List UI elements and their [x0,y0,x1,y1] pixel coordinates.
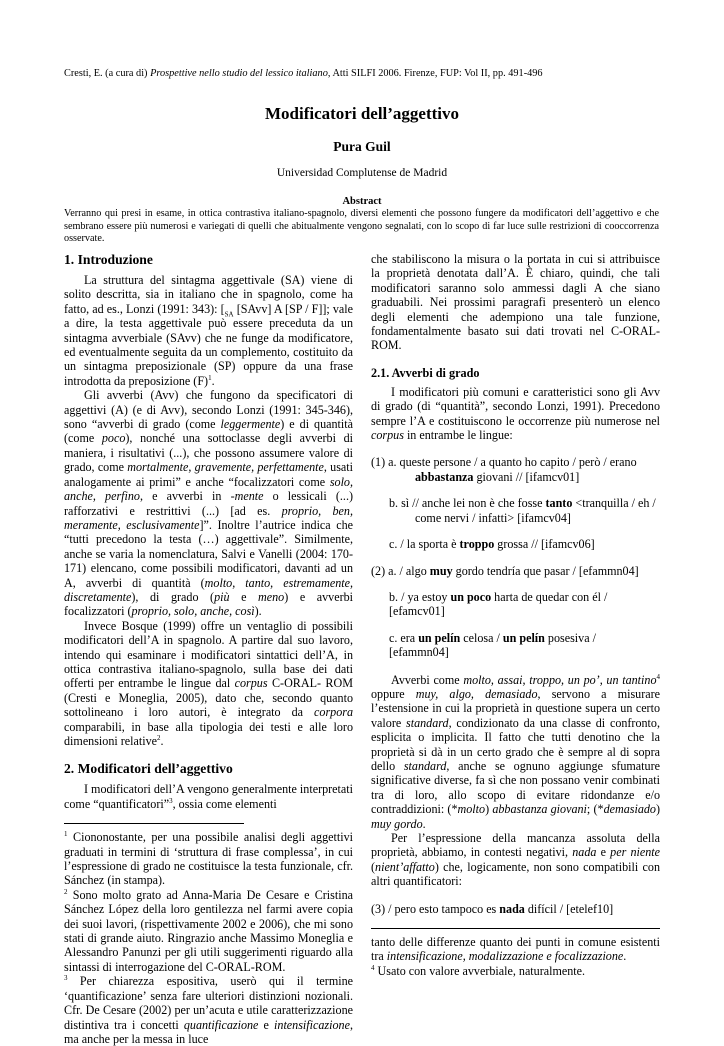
text-run: ; (* [586,802,604,817]
footnote-text: Per chiarezza espositiva, userò qui il termine ‘quantificazione’ senza fare ulteriori distinzioni nozionali. Cfr. De Cesare (2002) per un’acuta e utile caratterizzazione distintiva tra i concetti [64,974,353,1032]
footnote-ref-4[interactable]: 4 [656,672,660,681]
text-run: comparabili, in base alla tipologia dei testi e alle loro dimensioni relative [64,719,353,748]
example-1b-continued: come nervi / infatti> [ifamcv04] [415,510,571,525]
text-run: , anche se ognuno aggiunge sfumature significative diverse, fa sì che non possano venir combinati tra di loro, allo scopo di evitare ridondanze e/o contraddizioni: (* [371,758,660,817]
italic-term: per niente [610,845,661,860]
citation-book-title: Prospettive nello studio del lessico italiano [150,68,328,79]
italic-term: muy, algo, demasiado [415,686,538,701]
text-run: ). [254,604,262,619]
subsection-paragraph-2 [371,673,660,831]
abstract-heading: Abstract [342,196,382,207]
footnote-1 [64,830,353,888]
bold-term: abbastanza [415,469,474,484]
footnote-number: 3 [64,974,68,983]
footnote-2 [64,888,353,974]
text-run: difícil / [etelef10] [524,901,614,916]
text-run: , condizionato da una classe di confronto, esplicita o implicita. Il fatto che tutti denotino che la proprietà si dà in un certo grado che è sempre al di sopra dello [371,715,660,773]
text-run: , usati analogamente ai primi” e anche “focalizzatori come [64,460,353,489]
subscript-sa: SA [224,310,234,319]
text-run: ) [655,802,660,817]
italic-term: solo, anche, perfino [64,474,353,504]
text-run: Avverbi come [391,672,464,687]
italic-term: intensificazione [274,1017,350,1032]
footnote-divider [371,928,660,929]
text-run: , e avverbi in [139,489,231,504]
intro-paragraph-3 [64,619,353,749]
bold-term: un pelín [502,630,545,645]
text-run: , ossia come elementi [172,796,277,811]
example-2c [371,631,660,645]
italic-term: abbastanza giovani [492,802,587,817]
footnote-ref-2[interactable]: 2 [157,733,161,742]
paper-affiliation: Universidad Complutense de Madrid [276,167,448,179]
text-run: Invece Bosque (1999) offre un ventaglio di possibili modificatori dell’A in spagnolo. A partire dal suo lavoro, intendo qui esaminare i modificatori sintattici dell’A, in ottica contrastiva italiano-spagnolo, sulla base dei dati offerti per entrambe le lingue dal [64,618,353,691]
footnote-3-continued [371,935,660,964]
italic-term: corpus [371,428,404,443]
bold-term: nada [499,901,525,916]
footnote-number: 1 [64,830,68,839]
text-run: I modificatori dell’A vengono generalmente interpretati come “quantificatori” [64,782,353,811]
footnote-divider [64,823,244,824]
italic-term: molto [457,802,486,817]
example-2a [371,564,660,578]
subsection-paragraph-1 [371,385,660,443]
text-run: b. sì // anche lei non è che fosse [389,496,546,511]
footnote-text: tanto delle differenze quanto dei punti in comune esistenti tra [371,935,660,964]
text-run: ) e avverbi focalizzatori ( [64,589,353,619]
italic-term: molto, assai, troppo, un po’, un tantino [463,672,657,687]
italic-term: proprio, ben, meramente, esclusivamente [64,503,353,532]
text-run: <tranquilla / eh / [572,496,656,511]
text-run: Gli avverbi (Avv) che fungono da specificatori di aggettivi (A) (e di Avv), secondo Lonzi (1991: 345-346), sono “avverbi di grado (come [64,388,353,432]
italic-term: standard [403,758,447,773]
subsection-paragraph-3 [371,831,660,889]
text-run: Per l’espressione della mancanza assoluta della proprietà, abbiamo, in contesti negativi, [371,831,660,860]
text-run: gordo tendría que pasar / [efammn04] [452,563,639,578]
footnote-number: 2 [64,887,68,896]
bold-term: troppo [459,537,495,552]
example-1a-continued [371,470,660,484]
italic-term: muy gordo [371,816,423,831]
section2-paragraph-1 [64,782,353,811]
text-run: e [229,589,259,604]
text-run: ( [371,859,376,874]
text-run: harta de quedar con él / [491,589,608,604]
footnote-ref-3[interactable]: 3 [169,796,173,805]
footnote-number: 4 [371,963,375,972]
italic-term: più [214,589,230,604]
bold-term: un poco [450,589,492,604]
text-run: I modificatori più comuni e caratteristici sono gli Avv di grado (di “quantità”, secondo Lonzi, 1991). Precedono sempre l’A e costituiscono le occorrenze più numerose nel [371,384,660,428]
citation-header [64,67,664,80]
intro-paragraph-2 [64,388,353,619]
text-run: , servono a misurare l’estensione in cui la proprietà in questione supera un certo valore [371,686,660,730]
italic-term: nient’affatto [375,859,435,874]
text-run: oppure [371,686,416,701]
section-heading-introduzione: 1. Introduzione [64,252,153,267]
left-column [64,252,353,1046]
footnote-text: , ma anche per la messa in luce [64,1017,353,1046]
text-run: in entrambe le lingue: [403,428,513,443]
italic-term: nada [572,845,597,860]
example-1c [371,537,660,551]
example-2b-continued: [efamcv01] [389,604,445,619]
abstract-text: Verranno qui presi in esame, in ottica contrastiva italiano-spagnolo, diversi elementi che possono fungere da modificatori dell’aggettivo e che sembrano essere più numerosi e variegati di quelli che abitualmente vengono segnalati, con lo scopo di far luce sulle restrizioni di cooccorrenza osservate. [64,208,659,245]
text-run: ]”. Inoltre l’autrice indica che “tutti precedono la testa (…) aggettivale”. Similmente, anche se varia la nomenclatura, Salvi e Vanelli (2004: 170-171) elencano, come possibili modificatori, davanti ad un A, avverbi di quantità ( [64,517,353,590]
citation-text: Cresti, E. (a cura di) [64,68,151,79]
italic-term: corpora [314,705,353,720]
text-run: . [422,816,426,831]
section2-paragraph-1-continued: che stabiliscono la misura o la portata in cui si attribuisce la proprietà denotata dall’A. È chiaro, quindi, che tali modificatori saranno solo ammessi dagli A che siano graduabili. Nei prossimi paragrafi presenterò un elenco degli elementi che adempiono una tale funzione, fondamentalmente basato sui dati trovati nel C-ORAL-ROM. [371,252,660,353]
italic-term: mortalmente, gravemente, perfettamente [127,460,324,475]
italic-term: demasiado [603,802,656,817]
bold-term: tanto [545,496,573,511]
text-run: celosa / [460,630,503,645]
text-run: posesiva / [544,630,596,645]
footnote-text: . [623,949,627,964]
example-2 [371,564,660,660]
example-1b [371,496,660,510]
italic-term: intensificazione, modalizzazione e focalizzazione [386,949,624,964]
bold-term: un pelín [418,630,461,645]
text-run: c. era [389,630,419,645]
example-2c-continued: [efammn04] [389,645,449,660]
text-run: ) che, logicamente, non sono compatibili con altri quantificatori: [371,859,660,889]
subsection-heading-avverbi-di-grado: 2.1. Avverbi di grado [371,365,480,380]
paper-title: Modificatori dell’aggettivo [264,104,460,123]
italic-term: quantificazione [183,1017,259,1032]
text-run: ) [485,802,493,817]
footnote-3 [64,974,353,1046]
text-run: grossa // [ifamcv06] [494,537,595,552]
paper-author: Pura Guil [333,139,391,154]
example-1a: (1) a. queste persone / a quanto ho capito / però / erano [371,455,637,470]
footnote-text: Ciononostante, per una possibile analisi degli aggettivi graduati in termini di ‘struttura di frase complessa’, in cui l’espressione di grado ne costituisce la testa funzionale, cfr. Sánchez (in stampa). [64,830,353,888]
text-run: o lessicali (...) rafforzativi e restrittivi (...) [ad es. [64,489,353,518]
italic-term: meno [258,589,285,604]
section-heading-modificatori: 2. Modificatori dell’aggettivo [64,761,233,777]
italic-term: leggermente [220,417,281,432]
italic-term: standard [406,715,449,730]
text-run: ), di grado ( [131,589,215,604]
text-run: (3) / pero esto tampoco es [371,901,500,916]
text-run: . [211,373,215,388]
bold-term: muy [429,563,453,578]
citation-details: , Atti SILFI 2006. Firenze, FUP: Vol II, pp. 491-496 [327,68,543,79]
example-2b [371,590,660,604]
text-run: ), nonché una sottoclasse degli avverbi di maniera, i risultativi (...), che possono assumere valore di grado, come [64,431,353,475]
footnote-text: e [258,1017,275,1032]
text-run: e [596,845,611,860]
text-run: La struttura del sintagma aggettivale (SA) viene di solito descritta, sia in italiano che in spagnolo, come ha fatto, ad es., Lonzi (1991: 343): [ [64,273,353,316]
text-run: (2) a. / algo [371,563,430,578]
text-run: C-ORAL- ROM (Cresti e Moneglia, 2005), dato che, secondo quanto sottolineano i loro autori, è integrato da [64,676,353,720]
footnote-4 [371,964,660,978]
intro-paragraph-1 [64,273,353,388]
text-run: . [160,734,164,748]
footnote-ref-1[interactable]: 1 [208,373,212,382]
text-run: b. / ya estoy [389,589,451,604]
text-run: c. / la sporta è [389,537,460,552]
example-1 [371,455,660,551]
footnote-text: Usato con valore avverbiale, naturalmente. [374,963,586,978]
right-column [371,252,660,978]
text-run: ) e di quantità (come [64,417,353,446]
text-run: giovani // [ifamcv01] [473,469,580,484]
italic-term: molto, tanto, estremamente, discretamente [64,575,353,604]
italic-term: corpus [234,676,268,691]
italic-term: proprio, solo, anche, così [131,604,255,619]
footnote-text: Sono molto grato ad Anna-Maria De Cesare e Cristina Sánchez López della loro gentilezza nel farmi avere copia dei suoi lavori, (rispettivamente 2002 e 2006), che mi sono stati di grande aiuto. Ringrazio anche Massimo Moneglia e Alessandro Panunzi per gli utili suggerimenti riguardo alla sintassi di interrogazione del C-ORAL-ROM. [64,887,353,974]
text-run: [SAvv] A [SP / F]]; vale a dire, la testa aggettivale può essere preceduta da un sintagma avverbiale (SAvv) che ne funge da modificatore, ed eventualmente seguita da un complemento, costituito da un sintagma preposizionale (SP) oppure da una frase introdotta da preposizione (F) [64,301,353,388]
example-3 [371,902,660,916]
italic-term: poco [101,431,126,446]
italic-term: -mente [230,489,264,504]
